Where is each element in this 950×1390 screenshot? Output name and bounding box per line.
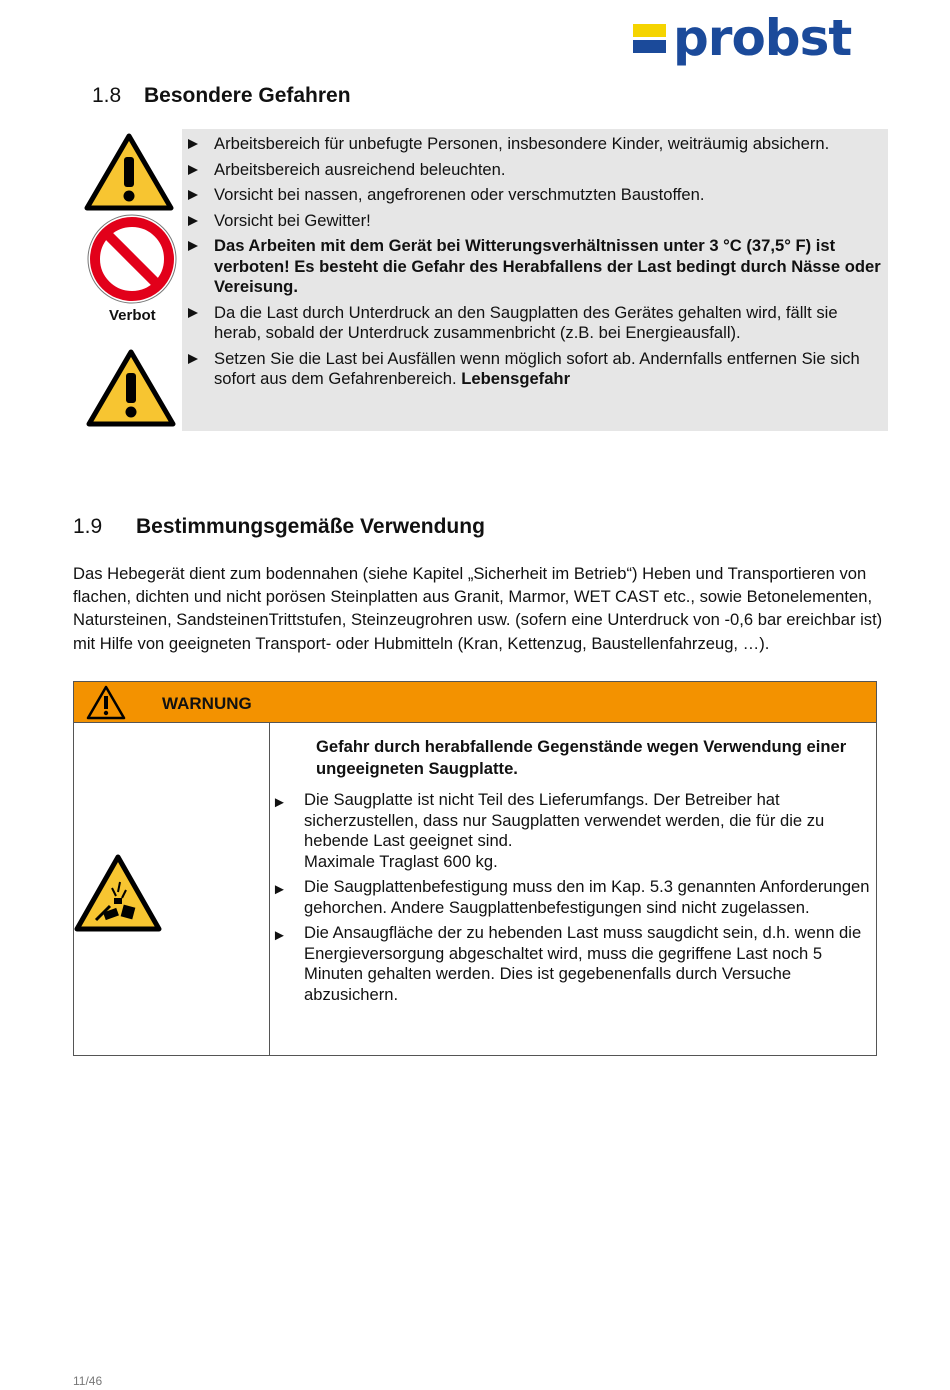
list-item: Das Arbeiten mit dem Gerät bei Witterungsverhältnissen unter 3 °C (37,5° F) ist verboten! Es besteht die Gefahr des Herabfallens der Last bedingt durch Nässe oder Vereisung.: [182, 236, 888, 298]
logo-yellow-bar: [633, 24, 666, 37]
probst-logo: [633, 9, 883, 67]
section-1-9-heading: [73, 515, 485, 539]
lebensgefahr-label: Lebensgefahr: [461, 369, 571, 388]
logo-blue-bar: [633, 40, 666, 53]
bullet-arrow-icon: [188, 216, 198, 226]
logo-wordmark: probst: [673, 9, 852, 67]
page-number: 11/46: [73, 1374, 103, 1388]
prohibition-icon: [87, 214, 177, 304]
verbot-label: Verbot: [109, 307, 156, 324]
section-number: 1.9: [73, 515, 103, 538]
warning-label: WARNUNG: [162, 694, 252, 713]
bullet-arrow-icon: [188, 190, 198, 200]
section-title: Bestimmungsgemäße Verwendung: [136, 515, 485, 538]
list-item: ► Die Ansaugfläche der zu hebenden Last muss saugdicht sein, d.h. wenn die Energieversorgung abgeschaltet wird, muss die gegriffene Last noch 5 Minuten gehalten werden. Dies ist gegebenenfalls durch Versuche abzusichern.: [272, 923, 862, 1004]
bullet-arrow-icon: [188, 308, 198, 318]
bullet-arrow-icon: [188, 139, 198, 149]
warning-header: [73, 681, 877, 723]
section-number: 1.8: [92, 84, 122, 107]
bullet-arrow-icon: [188, 241, 198, 251]
list-item: Vorsicht bei Gewitter!: [182, 211, 888, 232]
list-item: Da die Last durch Unterdruck an den Saugplatten des Gerätes gehalten wird, fällt sie herab, sobald der Unterdruck zusammenbricht (z.B. bei Energieausfall).: [182, 303, 888, 344]
falling-objects-icon: [74, 854, 162, 932]
bullet-arrow-icon: [188, 354, 198, 364]
list-item: Arbeitsbereich für unbefugte Personen, insbesondere Kinder, weiträumig absichern.: [182, 134, 888, 155]
bullet-triangle-icon: ►: [272, 794, 287, 811]
list-item: ► Die Saugplattenbefestigung muss den im Kap. 5.3 genannten Anforderungen gehorchen. Andere Saugplattenbefestigungen sind nicht zugelassen.: [272, 877, 870, 917]
bullet-triangle-icon: ►: [272, 881, 287, 898]
warning-triangle-icon: [86, 349, 176, 427]
bullet-triangle-icon: ►: [272, 927, 287, 944]
list-item: Vorsicht bei nassen, angefrorenen oder verschmutzten Baustoffen.: [182, 185, 888, 206]
column-divider: [269, 723, 270, 1055]
warning-title: Gefahr durch herabfallende Gegenstände wegen Verwendung einer ungeeigneten Saugplatte.: [316, 737, 847, 778]
warning-triangle-icon: [86, 685, 126, 720]
list-item: Arbeitsbereich ausreichend beleuchten.: [182, 160, 888, 181]
list-item: Setzen Sie die Last bei Ausfällen wenn möglich sofort ab. Andernfalls entfernen Sie sich sofort aus dem Gefahrenbereich. Lebensgefahr: [182, 349, 888, 390]
section-title: Besondere Gefahren: [144, 84, 351, 107]
bullet-arrow-icon: [188, 165, 198, 175]
hazard-list: [182, 134, 888, 395]
section-1-8-heading: [92, 84, 351, 108]
warning-list: [272, 790, 877, 1010]
warning-triangle-icon: [84, 133, 174, 211]
usage-paragraph: Das Hebegerät dient zum bodennahen (siehe Kapitel „Sicherheit im Betrieb“) Heben und Transportieren von flachen, dichten und nicht porösen Steinplatten aus Granit, Marmor, WET CAST etc., sowie Betonelementen, Natursteinen, SandsteinenTrittstufen, Steinzeugrohren usw. (sofern eine Unterdruck von -0,6 bar ereichbar ist) mit Hilfe von geeigneten Transport- oder Hubmitteln (Kran, Kettenzug, Baustellenfahrzeug, …).: [73, 564, 883, 653]
list-item: ► Die Saugplatte ist nicht Teil des Lieferumfangs. Der Betreiber hat sicherzustellen, dass nur Saugplatten verwendet werden, die für die zu hebende Last geeignet sind. Maximale Traglast 600 kg.: [272, 790, 825, 871]
